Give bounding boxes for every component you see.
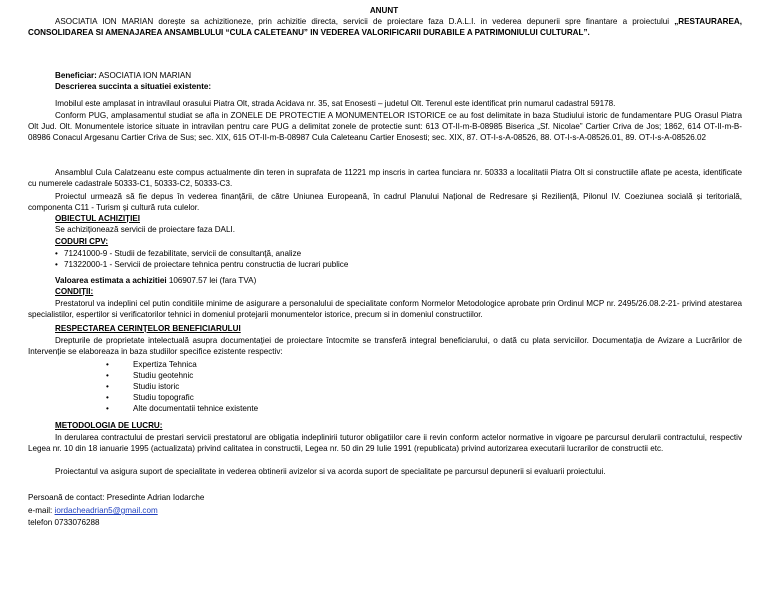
project-title: „RESTAURAREA, CONSOLIDAREA SI AMENAJAREA ANSAMBLULUI “CULA CALETEANU” IN VEDEREA VALORIFICARII DURABILE A PATRIMONIULUI CULTURAL”. xyxy=(28,17,742,37)
list-item: • Studiu geotehnic xyxy=(133,371,742,382)
page-title: ANUNT xyxy=(369,6,399,15)
description-paragraph-1: Imobilul este amplasat in intravilaul orasului Piatra Olt, strada Acidava nr. 35, sat Enosesti – judetul Olt. Terenul este identificat prin numarul cadastral 59178. xyxy=(55,99,616,108)
requirements-text: Drepturile de proprietate intelectuală asupra documentației de proiectare întocmite se transferă integral beneficiarului, o dată cu plata serviciilor. Documentația de Avizare a Lucrărilor de Intervenție se elaboreaza in baza studiilor specifice ezistente respectiv: xyxy=(28,336,742,356)
cpv-item: • 71241000-9 - Studii de fezabilitate, servicii de consultanţă, analize xyxy=(55,249,768,260)
methodology-heading: METODOLOGIA DE LUCRU: xyxy=(55,421,163,430)
beneficiary xyxy=(28,71,768,82)
beneficiary-value: ASOCIATIA ION MARIAN xyxy=(96,71,192,80)
description-heading: Descrierea succinta a situatiei existente: xyxy=(55,82,212,91)
studies-list xyxy=(28,360,742,415)
email-label: e-mail: xyxy=(28,506,55,515)
estimated-value-amount: 106907.57 lei (fara TVA) xyxy=(166,276,257,285)
cpv-item: • 71322000-1 - Servicii de proiectare tehnica pentru constructia de lucrari publice xyxy=(55,260,768,271)
description-paragraph-3: Ansamblul Cula Calatzeanu este compus actualmente din teren in suprafata de 11221 mp inscris in cartea funciara nr. 50333 a localitatii Piatra Olt si constructiile aflate pe acesta, identificate cu numerele cadastrale 50333-C1, 50333-C2, 50333-C3. xyxy=(28,168,742,188)
description-paragraph-4: Proiectul urmează să fie depus în vederea finanțării, de către Uniunea Europeană, în cadrul Planului Național de Redresare și Reziliență, Pilonul IV. Coeziunea socială și teritorială, componenta C11 - Turism și cultură ruta culelor. xyxy=(28,192,742,212)
cpv-list xyxy=(28,249,768,271)
object-heading: OBIECTUL ACHIZIȚIEI xyxy=(55,214,140,223)
contact-person: Persoană de contact: Presedinte Adrian Iodarche xyxy=(28,493,205,502)
estimated-value xyxy=(28,276,768,287)
list-item: • Expertiza Tehnica xyxy=(133,360,742,371)
intro-paragraph xyxy=(28,17,742,39)
email-link[interactable]: iordacheadrian5@gmail.com xyxy=(54,506,158,515)
conditions-text: Prestatorul va indeplini cel putin conditiile minime de asigurare a personalului de specialitate conform Normelor Metodologice aprobate prin Ordinul MCP nr. 2495/26.08.2-21- privind atestarea specialistilor, espertilor si verificatorilor tehnici in domeniul protejarii monumentelor istorice, precum si in domeniul constructiilor. xyxy=(28,299,742,319)
conditions-heading: CONDIȚII: xyxy=(55,287,94,296)
methodology-paragraph-2: Proiectantul va asigura suport de specialitate in vederea obtinerii avizelor si va acorda suport de specialitate pe parcursul depunerii si evaluarii proiectului. xyxy=(55,467,606,476)
methodology-paragraph-1: In derularea contractului de prestari servicii prestatorul are obligatia indeplinirii tuturor obligatiilor care ii revin conform actelor normative in vigoare pe parcursul derularii contractului, respectiv Legea nr. 10 din 18 ianuarie 1995 (actualizata) privind calitatea in constructii, Legea nr. 50 din 29 Iulie 1991 (republicata) privind autorizarea executarii lucrarilor de constructii etc. xyxy=(28,433,742,453)
description-paragraph-2: Conform PUG, amplasamentul studiat se afla in ZONELE DE PROTECTIE A MONUMENTELOR ISTORICE ce au fost delimitate in baza Studiului istoric de fundamentare PUG Orasul Piatra Olt Jud. Olt. Monumentele istorice situate in intravilan pentru care PUG a delimitat zonele de protectie sunt: 613 OT-II-m-B-08985 Biserica „Sf. Nicolae” Cartier Criva de Jos; 1862, 614 OT-II-m-B-08986 Conacul Argesanu Cartier Criva de Sus; sec. XIX, 615 OT-II-m-B-08987 Cula Caleteanu Cartier Enosesti; sec. XIX, 87. OT-I-s-A-08526, 88. OT-I-s-A-08526.01, 89. OT-I-s-A-08526.02 xyxy=(28,111,742,142)
object-text: Se achiziționează servicii de proiectare faza DALI. xyxy=(55,225,235,234)
contact-email-line xyxy=(28,506,742,517)
list-item: • Studiu istoric xyxy=(133,382,742,393)
list-item: • Alte documentatii tehnice existente xyxy=(133,404,742,415)
requirements-heading: RESPECTAREA CERINȚELOR BENEFICIARULUI xyxy=(55,324,241,333)
intro-text: ASOCIATIA ION MARIAN dorește sa achizitioneze, prin achizitie directa, servicii de proiectare faza D.A.L.I. in vederea depunerii spre finantare a proiectului xyxy=(55,17,675,26)
contact-phone: telefon 0733076288 xyxy=(28,518,100,527)
list-item: • Studiu topografic xyxy=(133,393,742,404)
cpv-heading: CODURI CPV: xyxy=(55,237,109,246)
estimated-value-label: Valoarea estimata a achizitiei xyxy=(55,276,167,285)
beneficiary-label: Beneficiar: xyxy=(55,71,97,80)
